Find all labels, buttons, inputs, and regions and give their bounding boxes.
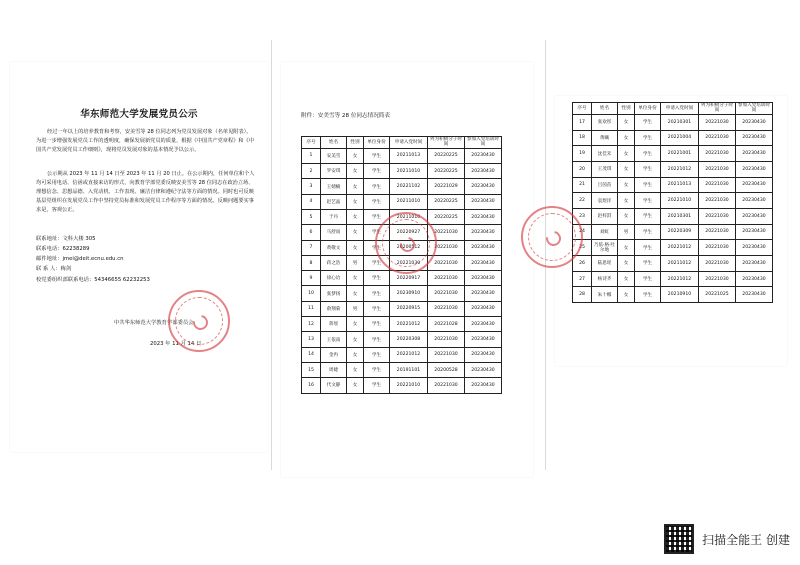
cell-gender: 女 bbox=[347, 240, 364, 255]
cell-gender: 女 bbox=[618, 271, 635, 287]
notice-paragraph-1: 经过一年以上的培养教育和考察，安美雪等 28 位同志列为党员发展对象（名单见附表）。为进一步增强发展党员工作的透明度，确保发展新党员的质量，根据《中国共产党章程》和《中国共产党发展党员工作细则》，现将党员发展对象的基本情况予以公示。 bbox=[36, 129, 254, 153]
cell-role: 学生 bbox=[635, 114, 661, 130]
notice-page bbox=[10, 62, 268, 452]
table-row bbox=[302, 148, 502, 163]
cell-index: 2 bbox=[302, 164, 321, 179]
table-row bbox=[573, 208, 773, 224]
table-row bbox=[573, 146, 773, 162]
table-row bbox=[573, 287, 773, 303]
annex-page-1 bbox=[281, 62, 533, 477]
cell-training-date: 20230430 bbox=[465, 194, 502, 209]
cell-name: 代文静 bbox=[321, 378, 347, 393]
cell-activist-date: 20221029 bbox=[428, 179, 465, 194]
cell-apply-date: 20230910 bbox=[390, 286, 428, 301]
cell-index: 21 bbox=[573, 177, 592, 193]
cell-name: 王茂琪 bbox=[592, 161, 618, 177]
cell-gender: 女 bbox=[618, 130, 635, 146]
cell-gender: 女 bbox=[347, 378, 364, 393]
cell-activist-date: 20221030 bbox=[428, 271, 465, 286]
table-row bbox=[573, 271, 773, 287]
signature-date: 2023 年 11 月 14 日 bbox=[150, 341, 202, 347]
cell-role: 学生 bbox=[364, 378, 390, 393]
cell-activist-date: 20221030 bbox=[428, 255, 465, 270]
cell-training-date: 20230430 bbox=[736, 224, 773, 240]
signature-org: 中共华东师范大学教育学部委员会 bbox=[114, 320, 194, 326]
cell-gender: 男 bbox=[347, 301, 364, 316]
cell-gender: 女 bbox=[347, 179, 364, 194]
cell-index: 23 bbox=[573, 208, 592, 224]
cell-name: 刘虹 bbox=[592, 224, 618, 240]
cell-name: 杨诗齐 bbox=[592, 271, 618, 287]
cell-index: 11 bbox=[302, 301, 321, 316]
cell-gender: 女 bbox=[347, 286, 364, 301]
cell-index: 7 bbox=[302, 240, 321, 255]
cell-index: 26 bbox=[573, 256, 592, 272]
cell-index: 12 bbox=[302, 317, 321, 332]
cell-apply-date: 20211010 bbox=[390, 164, 428, 179]
header-name: 姓名 bbox=[321, 137, 347, 149]
cell-role: 学生 bbox=[635, 224, 661, 240]
cell-index: 9 bbox=[302, 271, 321, 286]
cell-index: 14 bbox=[302, 347, 321, 362]
header-index: 序号 bbox=[573, 103, 592, 115]
cell-index: 3 bbox=[302, 179, 321, 194]
cell-apply-date: 20221001 bbox=[661, 146, 699, 162]
cell-activist-date: 20200528 bbox=[428, 362, 465, 377]
table-row bbox=[573, 193, 773, 209]
cell-gender: 女 bbox=[347, 317, 364, 332]
table-header-row bbox=[573, 103, 773, 115]
cell-name: 周婕 bbox=[321, 362, 347, 377]
cell-activist-date: 20221030 bbox=[428, 378, 465, 393]
cell-apply-date: 20221012 bbox=[390, 347, 428, 362]
cell-name: 朱十娜 bbox=[592, 287, 618, 303]
cell-role: 学生 bbox=[364, 362, 390, 377]
scanner-brand-text: 扫描全能王 创建 bbox=[702, 532, 790, 547]
cell-role: 学生 bbox=[635, 271, 661, 287]
cell-gender: 男 bbox=[618, 224, 635, 240]
cell-role: 学生 bbox=[635, 240, 661, 256]
cell-activist-date: 20221030 bbox=[428, 332, 465, 347]
table-row bbox=[302, 194, 502, 209]
table-row bbox=[302, 347, 502, 362]
cell-name: 马舒雨 bbox=[321, 225, 347, 240]
cell-training-date: 20230430 bbox=[465, 378, 502, 393]
cell-role: 学生 bbox=[364, 317, 390, 332]
cell-activist-date: 20221030 bbox=[699, 240, 736, 256]
cell-apply-date: 20221010 bbox=[390, 378, 428, 393]
header-apply-date: 申请入党时间 bbox=[661, 103, 699, 115]
cell-training-date: 20230430 bbox=[736, 240, 773, 256]
cell-apply-date: 20221102 bbox=[390, 179, 428, 194]
contact-email: 邮件地址：jmei@deit.ecnu.edu.cn bbox=[36, 256, 124, 262]
cell-activist-date: 20221030 bbox=[428, 301, 465, 316]
cell-gender: 女 bbox=[618, 161, 635, 177]
cell-activist-date: 20221030 bbox=[428, 347, 465, 362]
scanner-watermark bbox=[664, 523, 790, 555]
cell-training-date: 20230430 bbox=[736, 177, 773, 193]
cell-gender: 女 bbox=[618, 287, 635, 303]
cell-apply-date: 20211010 bbox=[390, 194, 428, 209]
cell-apply-date: 20221030 bbox=[390, 255, 428, 270]
cell-name: 于丹 bbox=[321, 210, 347, 225]
cell-role: 学生 bbox=[635, 161, 661, 177]
cell-training-date: 20230430 bbox=[465, 301, 502, 316]
cell-name: 吕茵苗 bbox=[592, 177, 618, 193]
cell-apply-date: 20221012 bbox=[661, 271, 699, 287]
header-role: 单位身份 bbox=[364, 137, 390, 149]
cell-training-date: 20230430 bbox=[465, 362, 502, 377]
header-activist-date: 列为积极分子时间 bbox=[699, 103, 736, 115]
cell-apply-date: 20210910 bbox=[661, 287, 699, 303]
table-row bbox=[302, 301, 502, 316]
cell-activist-date: 20221030 bbox=[699, 161, 736, 177]
cell-name: 袁煜洋 bbox=[592, 193, 618, 209]
cell-role: 学生 bbox=[364, 148, 390, 163]
header-gender: 性别 bbox=[347, 137, 364, 149]
cell-role: 学生 bbox=[635, 130, 661, 146]
cell-apply-date: 20211013 bbox=[661, 177, 699, 193]
cell-activist-date: 20220225 bbox=[428, 164, 465, 179]
cell-apply-date: 20200512 bbox=[390, 240, 428, 255]
official-seal bbox=[375, 212, 437, 274]
cell-gender: 女 bbox=[347, 271, 364, 286]
header-index: 序号 bbox=[302, 137, 321, 149]
cell-training-date: 20230430 bbox=[736, 130, 773, 146]
cell-role: 学生 bbox=[364, 240, 390, 255]
table-row bbox=[302, 362, 502, 377]
cell-index: 10 bbox=[302, 286, 321, 301]
cell-name: 王依南 bbox=[321, 332, 347, 347]
cell-activist-date: 20221030 bbox=[699, 130, 736, 146]
official-seal bbox=[521, 206, 583, 268]
cell-gender: 女 bbox=[618, 240, 635, 256]
header-activist-date: 列为积极分子时间 bbox=[428, 137, 465, 149]
cell-apply-date: 20220309 bbox=[661, 224, 699, 240]
cell-activist-date: 20221030 bbox=[699, 208, 736, 224]
cell-apply-date: 20221012 bbox=[661, 161, 699, 177]
member-table-2 bbox=[572, 102, 773, 303]
cell-apply-date: 20221012 bbox=[390, 317, 428, 332]
cell-index: 18 bbox=[573, 130, 592, 146]
table-header-row bbox=[302, 137, 502, 149]
cell-apply-date: 20210301 bbox=[661, 114, 699, 130]
table-row bbox=[302, 317, 502, 332]
cell-gender: 女 bbox=[618, 193, 635, 209]
cell-training-date: 20230430 bbox=[465, 332, 502, 347]
cell-name: 金冉 bbox=[321, 347, 347, 362]
header-apply-date: 申请入党时间 bbox=[390, 137, 428, 149]
cell-activist-date: 20220225 bbox=[428, 194, 465, 209]
cell-activist-date: 20221028 bbox=[428, 317, 465, 332]
cell-index: 28 bbox=[573, 287, 592, 303]
cell-activist-date: 20221030 bbox=[699, 146, 736, 162]
table-row bbox=[302, 164, 502, 179]
cell-name: 沈佳禾 bbox=[592, 146, 618, 162]
cell-role: 学生 bbox=[364, 301, 390, 316]
cell-role: 学生 bbox=[635, 177, 661, 193]
table-row bbox=[573, 240, 773, 256]
cell-index: 17 bbox=[573, 114, 592, 130]
org-phone: 校党委组织部联系电话：54346655 62232253 bbox=[36, 277, 150, 283]
cell-training-date: 20230430 bbox=[465, 179, 502, 194]
cell-training-date: 20230430 bbox=[736, 193, 773, 209]
table-row bbox=[302, 378, 502, 393]
cell-training-date: 20230430 bbox=[736, 208, 773, 224]
notice-paragraph-2: 公示期从 2023 年 11 月 14 日至 2023 年 11 月 20 日止。在公示期内，任何单位和个人均可采用电话、信函或直接来访的形式，向教育学部党委反映安美雪等 28 位同志在政治立场、理想信念、思想品德、入党动机、工作表现、廉洁自律和遵纪守法等方面的情况。同时也可反映基层党组织在发展党员工作中坚持党员标准和发展党员工作程序等方面的情况。反映问题要实事求是，客观公正。 bbox=[36, 171, 255, 213]
cell-gender: 女 bbox=[347, 210, 364, 225]
cell-role: 学生 bbox=[635, 256, 661, 272]
cell-index: 8 bbox=[302, 255, 321, 270]
cell-training-date: 20230430 bbox=[465, 286, 502, 301]
table-row bbox=[573, 256, 773, 272]
cell-role: 学生 bbox=[364, 347, 390, 362]
cell-role: 学生 bbox=[364, 164, 390, 179]
cell-role: 学生 bbox=[635, 287, 661, 303]
cell-name: 陆思瑶 bbox=[592, 256, 618, 272]
cell-apply-date: 20220915 bbox=[390, 301, 428, 316]
cell-role: 学生 bbox=[364, 271, 390, 286]
contact-address: 联系地址：文科大楼 305 bbox=[36, 236, 96, 242]
cell-name: 罗安琪 bbox=[321, 164, 347, 179]
cell-index: 15 bbox=[302, 362, 321, 377]
table-row bbox=[573, 130, 773, 146]
header-name: 姓名 bbox=[592, 103, 618, 115]
cell-role: 学生 bbox=[364, 194, 390, 209]
cell-activist-date: 20221030 bbox=[699, 177, 736, 193]
cell-apply-date: 20211010 bbox=[390, 210, 428, 225]
cell-gender: 女 bbox=[347, 347, 364, 362]
cell-training-date: 20230430 bbox=[736, 271, 773, 287]
cell-training-date: 20230430 bbox=[465, 148, 502, 163]
cell-name: 张欢彤 bbox=[592, 114, 618, 130]
cell-gender: 女 bbox=[618, 177, 635, 193]
cell-gender: 女 bbox=[347, 164, 364, 179]
cell-role: 学生 bbox=[364, 210, 390, 225]
annex-title: 附件：安美雪等 28 位同志情况简表 bbox=[301, 113, 390, 119]
table-row bbox=[573, 177, 773, 193]
cell-training-date: 20230430 bbox=[736, 146, 773, 162]
cell-training-date: 20230430 bbox=[465, 271, 502, 286]
cell-role: 学生 bbox=[364, 286, 390, 301]
cell-apply-date: 20221010 bbox=[661, 193, 699, 209]
cell-apply-date: 20191101 bbox=[390, 362, 428, 377]
cell-name: 俞翔菊 bbox=[321, 301, 347, 316]
annex-page-2 bbox=[555, 96, 787, 366]
notice-title: 华东师范大学发展党员公示 bbox=[80, 109, 198, 120]
cell-gender: 女 bbox=[347, 225, 364, 240]
cell-name: 安美雪 bbox=[321, 148, 347, 163]
cell-gender: 女 bbox=[618, 114, 635, 130]
cell-apply-date: 20210301 bbox=[661, 208, 699, 224]
cell-apply-date: 20220917 bbox=[390, 271, 428, 286]
table-row bbox=[302, 179, 502, 194]
cell-training-date: 20230430 bbox=[465, 164, 502, 179]
cell-activist-date: 20221030 bbox=[699, 224, 736, 240]
cell-activist-date: 20221030 bbox=[699, 114, 736, 130]
cell-gender: 女 bbox=[618, 208, 635, 224]
official-seal bbox=[168, 290, 230, 352]
cell-name: 赵梓淇 bbox=[592, 208, 618, 224]
cell-gender: 女 bbox=[347, 194, 364, 209]
contact-person: 联 系 人：梅剑 bbox=[36, 266, 72, 272]
cell-index: 25 bbox=[573, 240, 592, 256]
cell-apply-date: 20221004 bbox=[661, 130, 699, 146]
cell-gender: 女 bbox=[618, 146, 635, 162]
header-gender: 性别 bbox=[618, 103, 635, 115]
table-row bbox=[573, 224, 773, 240]
cell-training-date: 20230430 bbox=[736, 287, 773, 303]
cell-name: 王婧楠 bbox=[321, 179, 347, 194]
cell-activist-date: 20221030 bbox=[428, 240, 465, 255]
table-row bbox=[573, 161, 773, 177]
cell-activist-date: 20221030 bbox=[699, 271, 736, 287]
cell-activist-date: 20220225 bbox=[428, 148, 465, 163]
cell-role: 学生 bbox=[364, 225, 390, 240]
cell-index: 13 bbox=[302, 332, 321, 347]
cell-index: 27 bbox=[573, 271, 592, 287]
table-row bbox=[302, 332, 502, 347]
cell-training-date: 20230430 bbox=[465, 225, 502, 240]
cell-index: 19 bbox=[573, 146, 592, 162]
table-row bbox=[302, 286, 502, 301]
cell-activist-date: 20220225 bbox=[428, 210, 465, 225]
cell-role: 学生 bbox=[635, 208, 661, 224]
cell-index: 1 bbox=[302, 148, 321, 163]
cell-name: 黄敬文 bbox=[321, 240, 347, 255]
cell-activist-date: 20221030 bbox=[699, 256, 736, 272]
qr-code-icon bbox=[664, 524, 694, 554]
cell-training-date: 20230430 bbox=[465, 240, 502, 255]
header-training-date: 参加入党培训时间 bbox=[465, 137, 502, 149]
contact-phone: 联系电话：62238289 bbox=[36, 246, 90, 252]
cell-training-date: 20230430 bbox=[465, 210, 502, 225]
cell-activist-date: 20221030 bbox=[699, 193, 736, 209]
cell-index: 22 bbox=[573, 193, 592, 209]
cell-training-date: 20230430 bbox=[736, 256, 773, 272]
cell-name: 赵艺晶 bbox=[321, 194, 347, 209]
cell-index: 24 bbox=[573, 224, 592, 240]
cell-gender: 女 bbox=[347, 362, 364, 377]
cell-name: 徐心诒 bbox=[321, 271, 347, 286]
cell-activist-date: 20221030 bbox=[428, 286, 465, 301]
cell-name: 蒋之浩 bbox=[321, 255, 347, 270]
cell-role: 学生 bbox=[635, 146, 661, 162]
cell-gender: 女 bbox=[618, 256, 635, 272]
header-role: 单位身份 bbox=[635, 103, 661, 115]
cell-index: 6 bbox=[302, 225, 321, 240]
cell-role: 学生 bbox=[364, 332, 390, 347]
cell-apply-date: 20220927 bbox=[390, 225, 428, 240]
cell-apply-date: 20211013 bbox=[390, 148, 428, 163]
cell-name: 张梦扬 bbox=[321, 286, 347, 301]
cell-activist-date: 20221025 bbox=[699, 287, 736, 303]
cell-training-date: 20230430 bbox=[736, 114, 773, 130]
table-row bbox=[573, 114, 773, 130]
page-fold-left bbox=[271, 40, 272, 470]
cell-apply-date: 20221012 bbox=[661, 240, 699, 256]
cell-gender: 女 bbox=[347, 332, 364, 347]
cell-index: 16 bbox=[302, 378, 321, 393]
cell-activist-date: 20221030 bbox=[428, 225, 465, 240]
cell-role: 学生 bbox=[635, 193, 661, 209]
cell-apply-date: 20220308 bbox=[390, 332, 428, 347]
cell-index: 4 bbox=[302, 194, 321, 209]
cell-training-date: 20230430 bbox=[465, 347, 502, 362]
cell-name: 黄曦 bbox=[592, 130, 618, 146]
cell-role: 学生 bbox=[364, 179, 390, 194]
cell-training-date: 20230430 bbox=[465, 255, 502, 270]
cell-name: 乃依·格·吐尔地 bbox=[592, 240, 618, 256]
cell-training-date: 20230430 bbox=[465, 317, 502, 332]
cell-apply-date: 20211012 bbox=[661, 256, 699, 272]
header-training-date: 参加入党培训时间 bbox=[736, 103, 773, 115]
cell-training-date: 20230430 bbox=[736, 161, 773, 177]
cell-gender: 女 bbox=[347, 148, 364, 163]
cell-index: 5 bbox=[302, 210, 321, 225]
cell-index: 20 bbox=[573, 161, 592, 177]
cell-gender: 男 bbox=[347, 255, 364, 270]
cell-name: 蒋瑶 bbox=[321, 317, 347, 332]
cell-role: 学生 bbox=[364, 255, 390, 270]
